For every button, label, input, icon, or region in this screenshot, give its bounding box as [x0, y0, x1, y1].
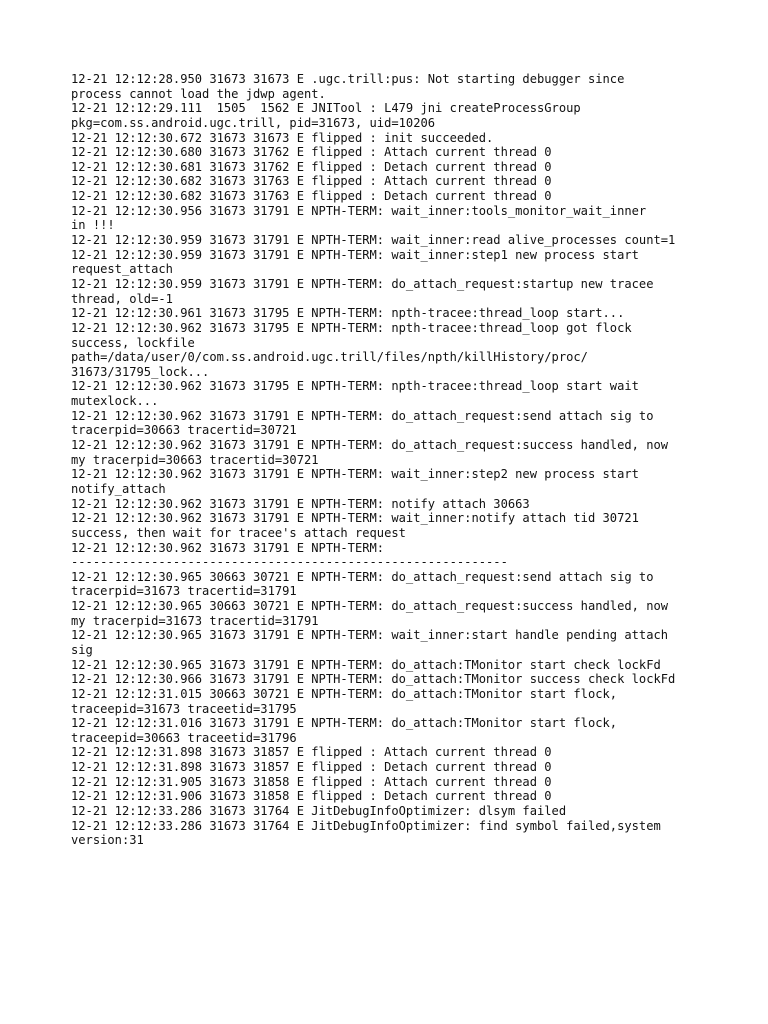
log-line: version:31: [71, 833, 144, 848]
log-line: 12-21 12:12:28.950 31673 31673 E .ugc.trill:pus: Not starting debugger since: [71, 72, 625, 86]
log-line: 12-21 12:12:30.965 31673 31791 E NPTH-TERM: wait_inner:start handle pending attach: [71, 628, 669, 643]
log-line: 12-21 12:12:30.965 30663 30721 E NPTH-TERM: do_attach_request:success handled, now: [71, 599, 669, 614]
log-line: 12-21 12:12:30.682 31673 31763 E flipped : Attach current thread 0: [71, 174, 552, 189]
log-line: path=/data/user/0/com.ss.android.ugc.trill/files/npth/killHistory/proc/: [71, 350, 588, 365]
log-line: 12-21 12:12:33.286 31673 31764 E JitDebugInfoOptimizer: find symbol failed,system: [71, 818, 661, 833]
log-line: 12-21 12:12:30.962 31673 31791 E NPTH-TERM: notify attach 30663: [71, 496, 530, 511]
log-line: pkg=com.ss.android.ugc.trill, pid=31673, uid=10206: [71, 115, 436, 130]
log-line: 12-21 12:12:30.962 31673 31791 E NPTH-TERM: do_attach_request:success handled, now: [71, 438, 669, 453]
log-line: 12-21 12:12:30.962 31673 31795 E NPTH-TERM: npth-tracee:thread_loop start wait: [71, 379, 639, 394]
log-line: 12-21 12:12:31.016 31673 31791 E NPTH-TERM: do_attach:TMonitor start flock,: [71, 716, 618, 731]
log-line: 12-21 12:12:30.965 30663 30721 E NPTH-TERM: do_attach_request:send attach sig to: [71, 569, 654, 584]
log-line: 12-21 12:12:30.961 31673 31795 E NPTH-TERM: npth-tracee:thread_loop start...: [71, 306, 625, 321]
log-line: sig: [71, 642, 93, 657]
log-line: 12-21 12:12:30.959 31673 31791 E NPTH-TERM: wait_inner:read alive_processes count=1: [71, 233, 676, 248]
log-text-block: [71, 72, 731, 848]
log-line: request_attach: [71, 262, 173, 277]
log-line: 12-21 12:12:29.111 1505 1562 E JNITool : L479 jni createProcessGroup: [71, 101, 581, 116]
log-line: 12-21 12:12:31.898 31673 31857 E flipped : Attach current thread 0: [71, 745, 552, 760]
log-line: success, lockfile: [71, 335, 195, 350]
log-line: 12-21 12:12:31.905 31673 31858 E flipped : Attach current thread 0: [71, 774, 552, 789]
log-line: 12-21 12:12:30.680 31673 31762 E flipped : Attach current thread 0: [71, 145, 552, 160]
log-line: process cannot load the jdwp agent.: [71, 86, 326, 101]
log-line: 12-21 12:12:30.681 31673 31762 E flipped : Detach current thread 0: [71, 159, 552, 174]
log-line: 12-21 12:12:30.962 31673 31791 E NPTH-TERM: wait_inner:step2 new process start: [71, 467, 639, 482]
log-line: 12-21 12:12:30.966 31673 31791 E NPTH-TERM: do_attach:TMonitor success check lockFd: [71, 672, 676, 687]
log-line: notify_attach: [71, 481, 166, 496]
log-line: my tracerpid=31673 tracertid=31791: [71, 613, 319, 628]
log-line: tracerpid=31673 tracertid=31791: [71, 584, 297, 599]
log-line: my tracerpid=30663 tracertid=30721: [71, 452, 319, 467]
log-line: tracerpid=30663 tracertid=30721: [71, 423, 297, 438]
log-line: 12-21 12:12:30.956 31673 31791 E NPTH-TERM: wait_inner:tools_monitor_wait_inner: [71, 203, 647, 218]
log-line: 12-21 12:12:31.898 31673 31857 E flipped : Detach current thread 0: [71, 760, 552, 775]
log-line: thread, old=-1: [71, 291, 173, 306]
log-line: traceepid=30663 traceetid=31796: [71, 730, 297, 745]
log-line: 12-21 12:12:30.962 31673 31791 E NPTH-TERM: wait_inner:notify attach tid 30721: [71, 511, 639, 526]
log-line: 12-21 12:12:30.965 31673 31791 E NPTH-TERM: do_attach:TMonitor start check lockFd: [71, 657, 661, 672]
log-line: 12-21 12:12:30.962 31673 31795 E NPTH-TERM: npth-tracee:thread_loop got flock: [71, 320, 632, 335]
log-line: mutexlock...: [71, 394, 159, 409]
log-line: 12-21 12:12:31.906 31673 31858 E flipped : Detach current thread 0: [71, 789, 552, 804]
log-line: 12-21 12:12:30.682 31673 31763 E flipped : Detach current thread 0: [71, 189, 552, 204]
log-line: 31673/31795_lock...: [71, 364, 210, 379]
log-line: traceepid=31673 traceetid=31795: [71, 701, 297, 716]
log-line: 12-21 12:12:30.962 31673 31791 E NPTH-TERM:: [71, 540, 385, 555]
log-line: 12-21 12:12:30.672 31673 31673 E flipped : init succeeded.: [71, 130, 494, 145]
log-line: 12-21 12:12:33.286 31673 31764 E JitDebugInfoOptimizer: dlsym failed: [71, 804, 567, 819]
log-line: 12-21 12:12:30.959 31673 31791 E NPTH-TERM: do_attach_request:startup new tracee: [71, 276, 654, 291]
log-line: success, then wait for tracee's attach request: [71, 525, 406, 540]
log-line: 12-21 12:12:30.962 31673 31791 E NPTH-TERM: do_attach_request:send attach sig to: [71, 408, 654, 423]
log-line: 12-21 12:12:30.959 31673 31791 E NPTH-TERM: wait_inner:step1 new process start: [71, 247, 639, 262]
log-line: 12-21 12:12:31.015 30663 30721 E NPTH-TERM: do_attach:TMonitor start flock,: [71, 686, 618, 701]
log-line: in !!!: [71, 218, 115, 233]
log-line: ------------------------------------------------------------: [71, 555, 508, 570]
